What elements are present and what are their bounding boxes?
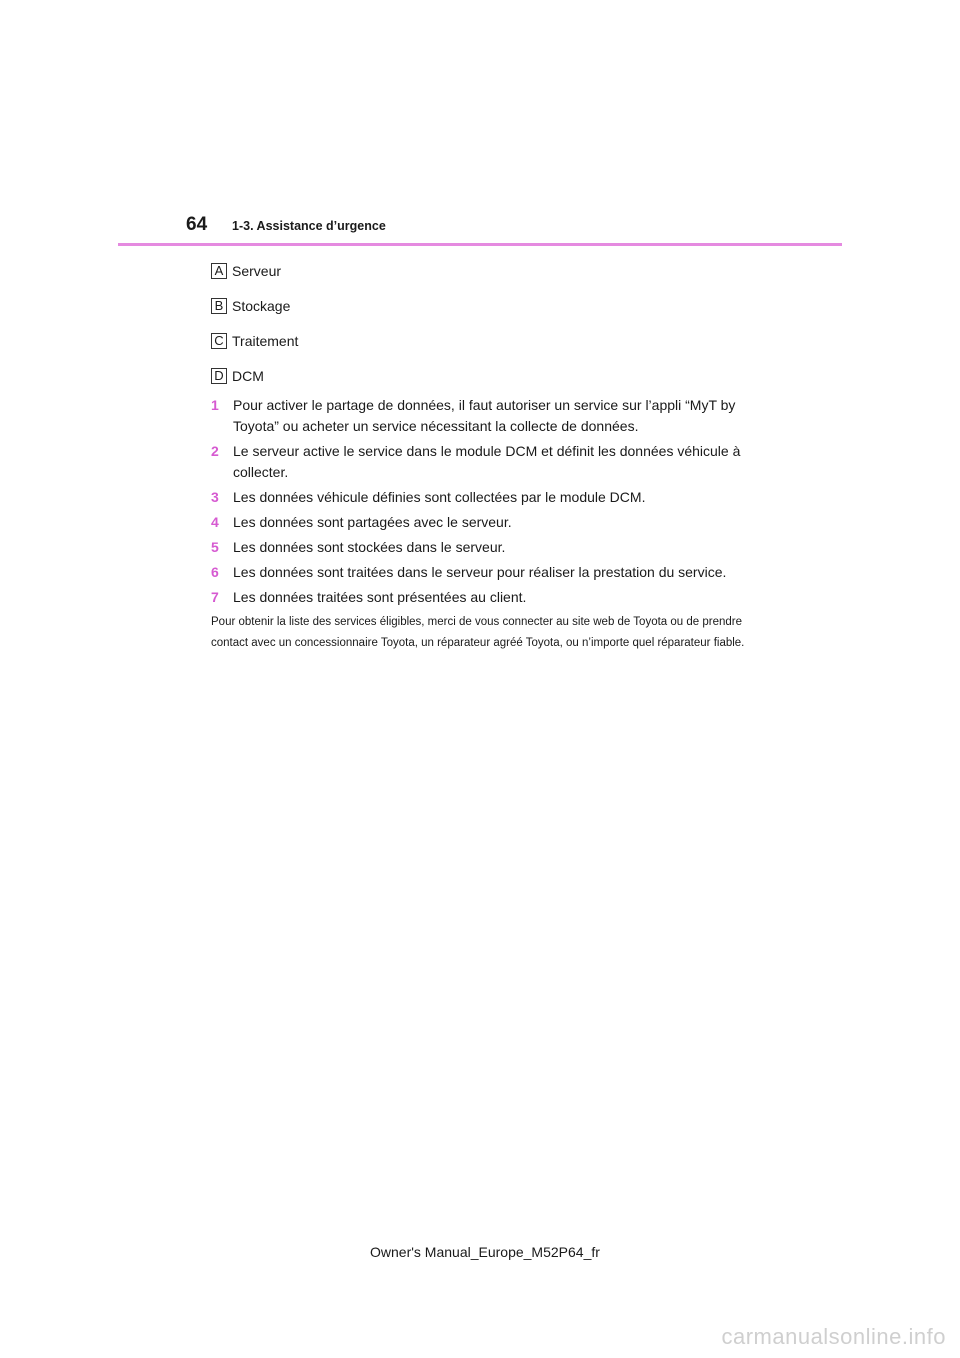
step-text: Les données véhicule définies sont collectées par le module DCM.: [233, 489, 646, 505]
legend-item-d: [211, 366, 298, 385]
step-text: Les données sont partagées avec le serveur.: [233, 514, 512, 530]
legend-label: Traitement: [232, 332, 299, 349]
step-text: Les données sont traitées dans le serveur pour réaliser la prestation du service.: [233, 564, 727, 580]
step-number: 4: [211, 514, 219, 530]
step-item: [211, 487, 771, 508]
step-text: Pour activer le partage de données, il faut autoriser un service sur l’appli “MyT by Toyota” ou acheter un service nécessitant la collecte de données.: [233, 397, 736, 434]
legend-label: Stockage: [232, 297, 291, 314]
step-text: Le serveur active le service dans le module DCM et définit les données véhicule à collecter.: [233, 443, 741, 480]
watermark-link[interactable]: carmanualsonline.info: [721, 1324, 946, 1349]
step-number: 5: [211, 539, 219, 555]
step-number: 3: [211, 489, 219, 505]
step-number: 6: [211, 564, 219, 580]
step-item: [211, 587, 771, 608]
legend-item-a: [211, 261, 298, 280]
step-item: [211, 395, 771, 437]
steps-list: [211, 395, 771, 612]
page-number: 64: [186, 214, 208, 235]
legend: [211, 261, 298, 401]
legend-badge: C: [211, 333, 227, 349]
header-rule: [118, 243, 842, 246]
legend-label: Serveur: [232, 262, 282, 279]
legend-badge: D: [211, 368, 227, 384]
note-paragraph: Pour obtenir la liste des services éligibles, merci de vous connecter au site web de Toyota ou de prendre contact avec un concessionnaire Toyota, un réparateur agréé Toyota, ou n’importe quel réparateur fiable.: [211, 616, 745, 649]
step-item: [211, 441, 771, 483]
legend-badge: B: [211, 298, 227, 314]
step-text: Les données sont stockées dans le serveur.: [233, 539, 506, 555]
step-number: 2: [211, 443, 219, 459]
step-number: 1: [211, 397, 219, 413]
section-title: 1-3. Assistance d’urgence: [232, 219, 386, 233]
step-item: [211, 537, 771, 558]
step-item: [211, 512, 771, 533]
step-item: [211, 562, 771, 583]
legend-badge: A: [211, 263, 227, 279]
legend-item-b: [211, 296, 298, 315]
step-text: Les données traitées sont présentées au client.: [233, 589, 527, 605]
legend-item-c: [211, 331, 298, 350]
legend-label: DCM: [232, 367, 264, 384]
footer-doc-id: Owner's Manual_Europe_M52P64_fr: [370, 1244, 600, 1260]
step-number: 7: [211, 589, 219, 605]
